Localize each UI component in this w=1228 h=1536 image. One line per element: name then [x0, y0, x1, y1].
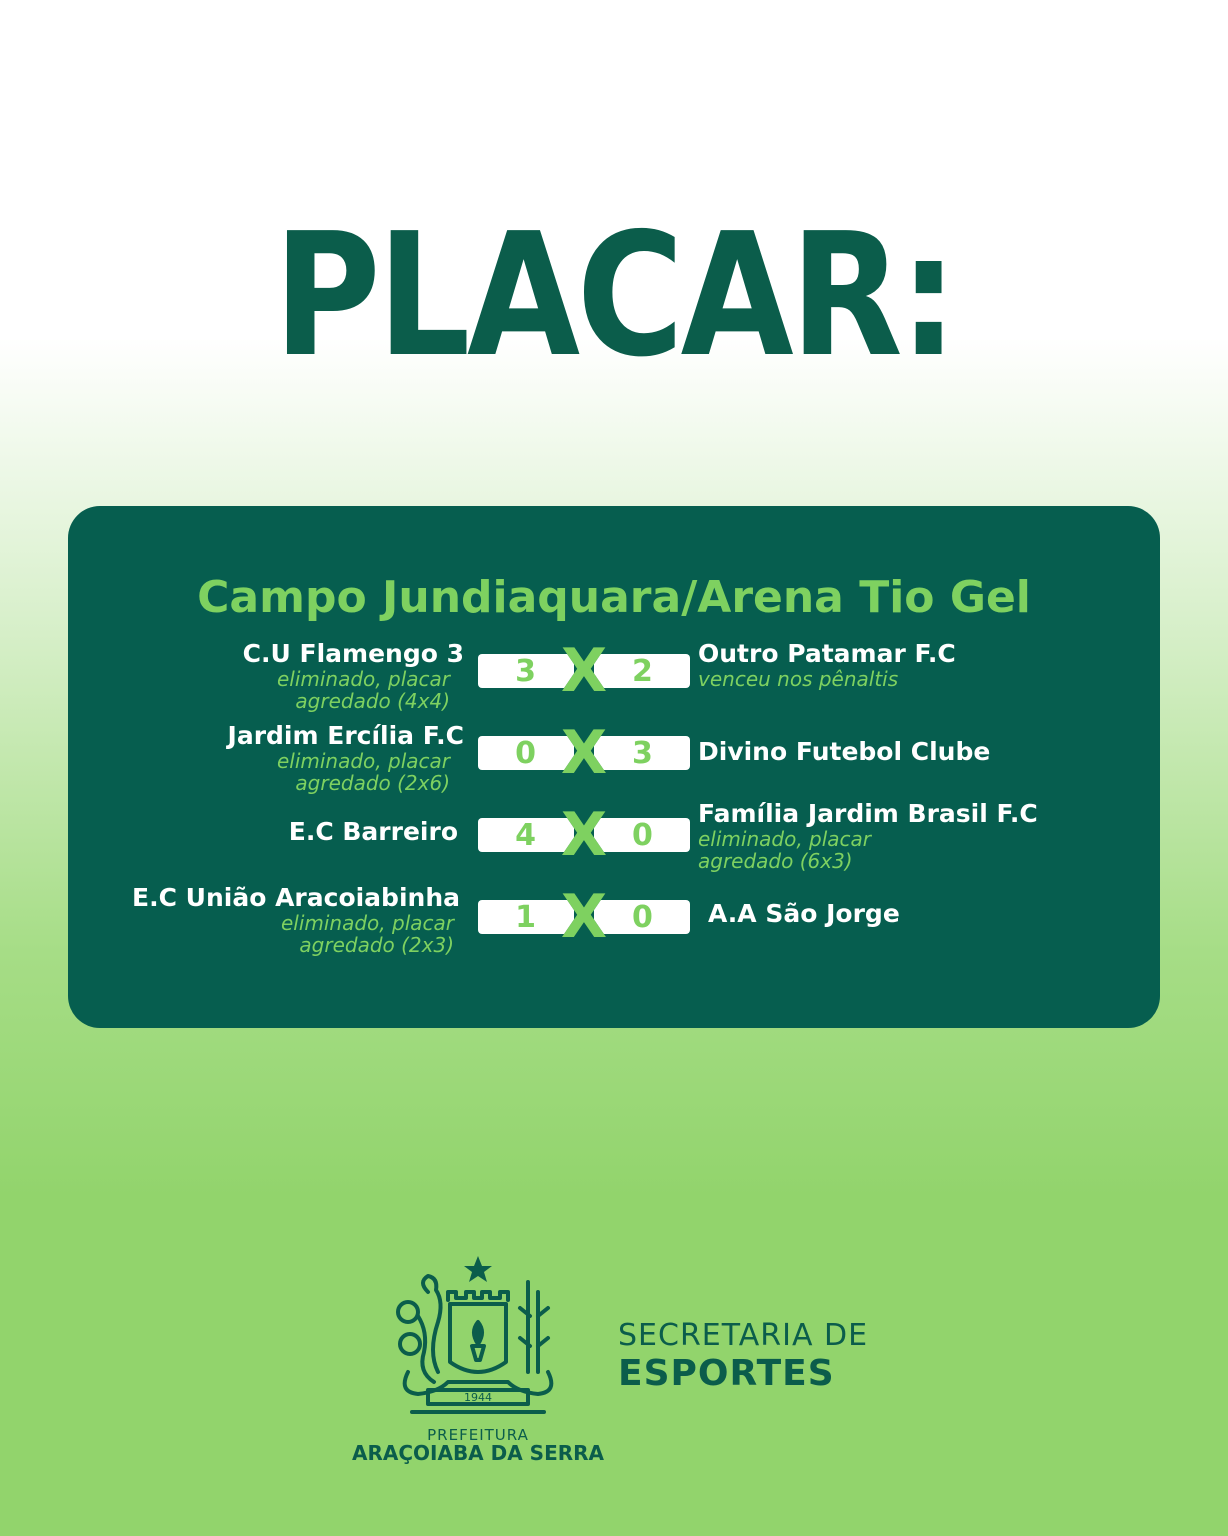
away-team-name: A.A São Jorge — [708, 899, 900, 928]
score-bar — [478, 800, 690, 870]
away-team-name: Outro Patamar F.C — [698, 639, 956, 668]
home-team — [243, 640, 464, 712]
versus-x: X — [560, 718, 608, 788]
score-bar — [478, 718, 690, 788]
home-score: 4 — [478, 818, 574, 852]
away-score: 0 — [594, 818, 690, 852]
away-team — [698, 640, 956, 690]
score-bar — [478, 636, 690, 706]
away-team-name: Divino Futebol Clube — [698, 737, 991, 766]
home-team — [132, 884, 464, 956]
home-score: 0 — [478, 736, 574, 770]
score-bar — [478, 882, 690, 952]
home-team — [289, 818, 464, 846]
home-team-name: Jardim Ercília F.C — [227, 721, 464, 750]
city-crest-logo — [388, 1252, 568, 1422]
away-score: 0 — [594, 900, 690, 934]
away-team-note: eliminado, placar — [698, 827, 872, 851]
home-team-note: agredado (2x3) — [299, 933, 454, 957]
away-team-note: agredado (6x3) — [698, 849, 853, 873]
scoreboard-panel — [68, 506, 1160, 1028]
away-team — [708, 900, 900, 928]
home-team-name: C.U Flamengo 3 — [242, 639, 464, 668]
home-team-note: eliminado, placar — [276, 667, 450, 691]
away-team-name: Família Jardim Brasil F.C — [698, 799, 1038, 828]
venue-title: Campo Jundiaquara/Arena Tio Gel — [197, 572, 1031, 623]
away-team — [698, 738, 990, 766]
home-score: 3 — [478, 654, 574, 688]
away-score: 2 — [594, 654, 690, 688]
city-name: ARAÇOIABA DA SERRA — [351, 1441, 605, 1465]
versus-x: X — [560, 882, 608, 952]
home-team-note: agredado (2x6) — [295, 771, 450, 795]
away-score: 3 — [594, 736, 690, 770]
secretaria-line2: ESPORTES — [618, 1353, 835, 1394]
page-title: PLACAR: — [273, 197, 955, 395]
home-team — [228, 722, 464, 794]
versus-x: X — [560, 800, 608, 870]
away-team-note: venceu nos pênaltis — [698, 667, 899, 691]
home-team-note: agredado (4x4) — [295, 689, 450, 713]
home-team-note: eliminado, placar — [276, 749, 450, 773]
away-team — [698, 800, 1038, 872]
prefeitura-label: PREFEITURA — [427, 1426, 529, 1444]
versus-x: X — [560, 636, 608, 706]
home-team-name: E.C Barreiro — [288, 817, 458, 846]
home-team-note: eliminado, placar — [280, 911, 454, 935]
home-score: 1 — [478, 900, 574, 934]
home-team-name: E.C União Aracoiabinha — [132, 883, 460, 912]
secretaria-line1: SECRETARIA DE — [618, 1318, 869, 1353]
crest-year: 1944 — [464, 1391, 492, 1404]
